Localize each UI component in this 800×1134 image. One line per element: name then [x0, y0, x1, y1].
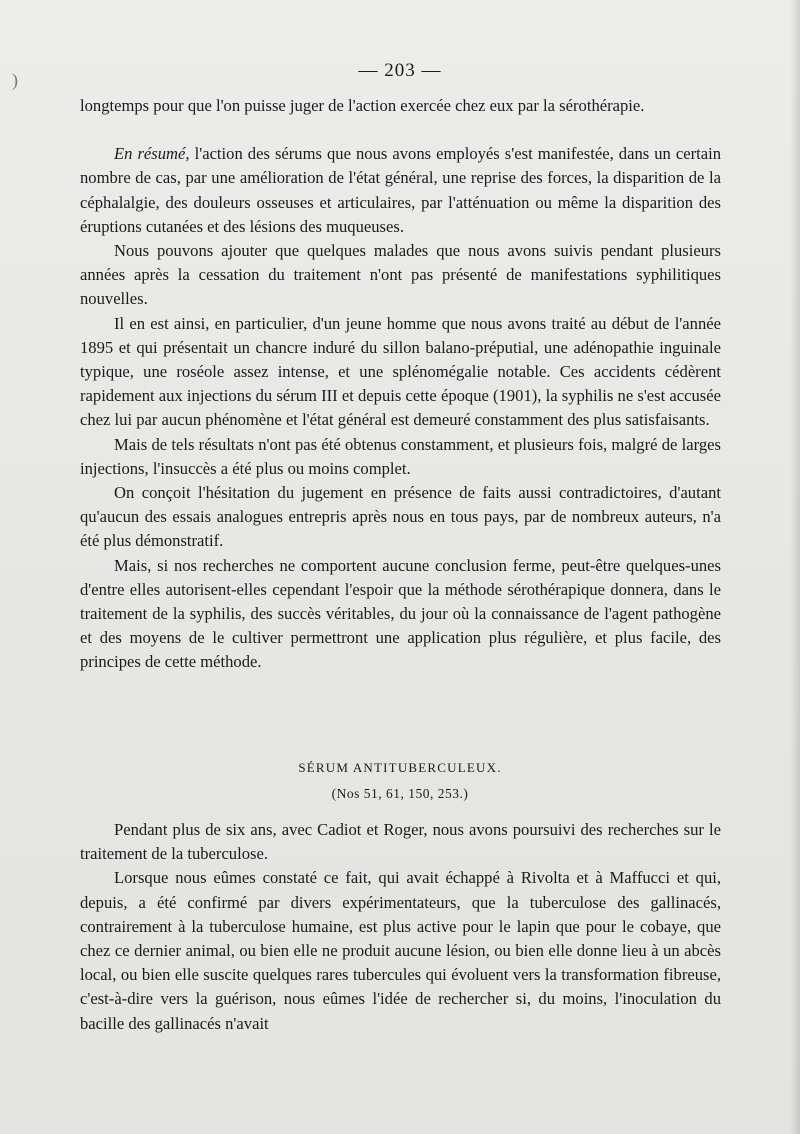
paragraph-text: l'action des sérums que nous avons employés s'est manifestée, dans un certain nombre de cas, par une amélioration de l'état général, une reprise des forces, la disparition de la céphalalgie, des douleurs osseuses et articulaires, par l'atténuation ou même la disparition des éruptions cutanées et des lésions des muqueuses. [80, 144, 722, 236]
margin-mark: ) [12, 70, 18, 90]
page-number: — 203 — [358, 60, 442, 81]
section-title: SÉRUM ANTITUBERCULEUX. [298, 760, 502, 775]
paragraph: Mais, si nos recherches ne comportent aucune conclusion ferme, peut-être quelques-unes d'entre elles autorisent-elles cependant l'espoir que la méthode sérothérapique donnera, dans le traitement de la syphilis, des succès véritables, du jour où la connaissance de l'agent pathogène et des moyens de le cultiver permettront une application plus régulière, et plus facile, des principes de cette méthode. [80, 555, 721, 672]
paragraph: Nous pouvons ajouter que quelques malades que nous avons suivis pendant plusieurs années après la cessation du traitement n'ont pas présenté de manifestations syphilitiques nouvelles. [80, 241, 721, 309]
paragraph: On conçoit l'hésitation du jugement en présence de faits aussi contradictoires, d'autant qu'aucun des essais analogues entrepris après nous en tous pays, par de nombreux auteurs, n'a été plus démonstratif. [80, 483, 721, 551]
section-references: (Nos 51, 61, 150, 253.) [331, 786, 469, 801]
paragraph [80, 142, 721, 239]
continuation-line: longtemps pour que l'on puisse juger de l'action exercée chez eux par la sérothérapie. [80, 96, 645, 115]
page-edge-shadow [790, 0, 800, 1134]
paragraph-lead: En résumé, [114, 144, 190, 164]
paragraph: Lorsque nous eûmes constaté ce fait, qui avait échappé à Rivolta et à Maffucci et qui, depuis, a été confirmé par divers expérimentateurs, que la tuberculose des gallinacés, contrairement à la tuberculose humaine, est plus active pour le lapin que pour le cobaye, que chez ce dernier animal, ou bien elle ne produit aucune lésion, ou bien elle donne lieu à un abcès local, ou bien elle suscite quelques rares tubercules qui évoluent vers la transformation fibreuse, c'est-à-dire vers la guérison, nous eûmes l'idée de rechercher si, du moins, l'inoculation du bacille des gallinacés n'avait [80, 868, 721, 1033]
main-text [80, 94, 721, 675]
paragraph: Mais de tels résultats n'ont pas été obtenus constamment, et plusieurs fois, malgré de larges injections, l'insuccès a été plus ou moins complet. [80, 434, 721, 478]
section-text [80, 818, 721, 1036]
paragraph: Il en est ainsi, en particulier, d'un jeune homme que nous avons traité au début de l'année 1895 et qui présentait un chancre induré du sillon balano-préputial, une adénopathie inguinale typique, une roséole assez intense, et une splénomégalie notable. Ces accidents cédèrent rapidement aux injections du sérum III et depuis cette époque (1901), la syphilis ne s'est accusée chez lui par aucun phénomène et l'état général est demeuré constamment des plus satisfaisants. [80, 313, 721, 430]
paragraph: Pendant plus de six ans, avec Cadiot et Roger, nous avons poursuivi des recherches sur le traitement de la tuberculose. [80, 820, 721, 864]
